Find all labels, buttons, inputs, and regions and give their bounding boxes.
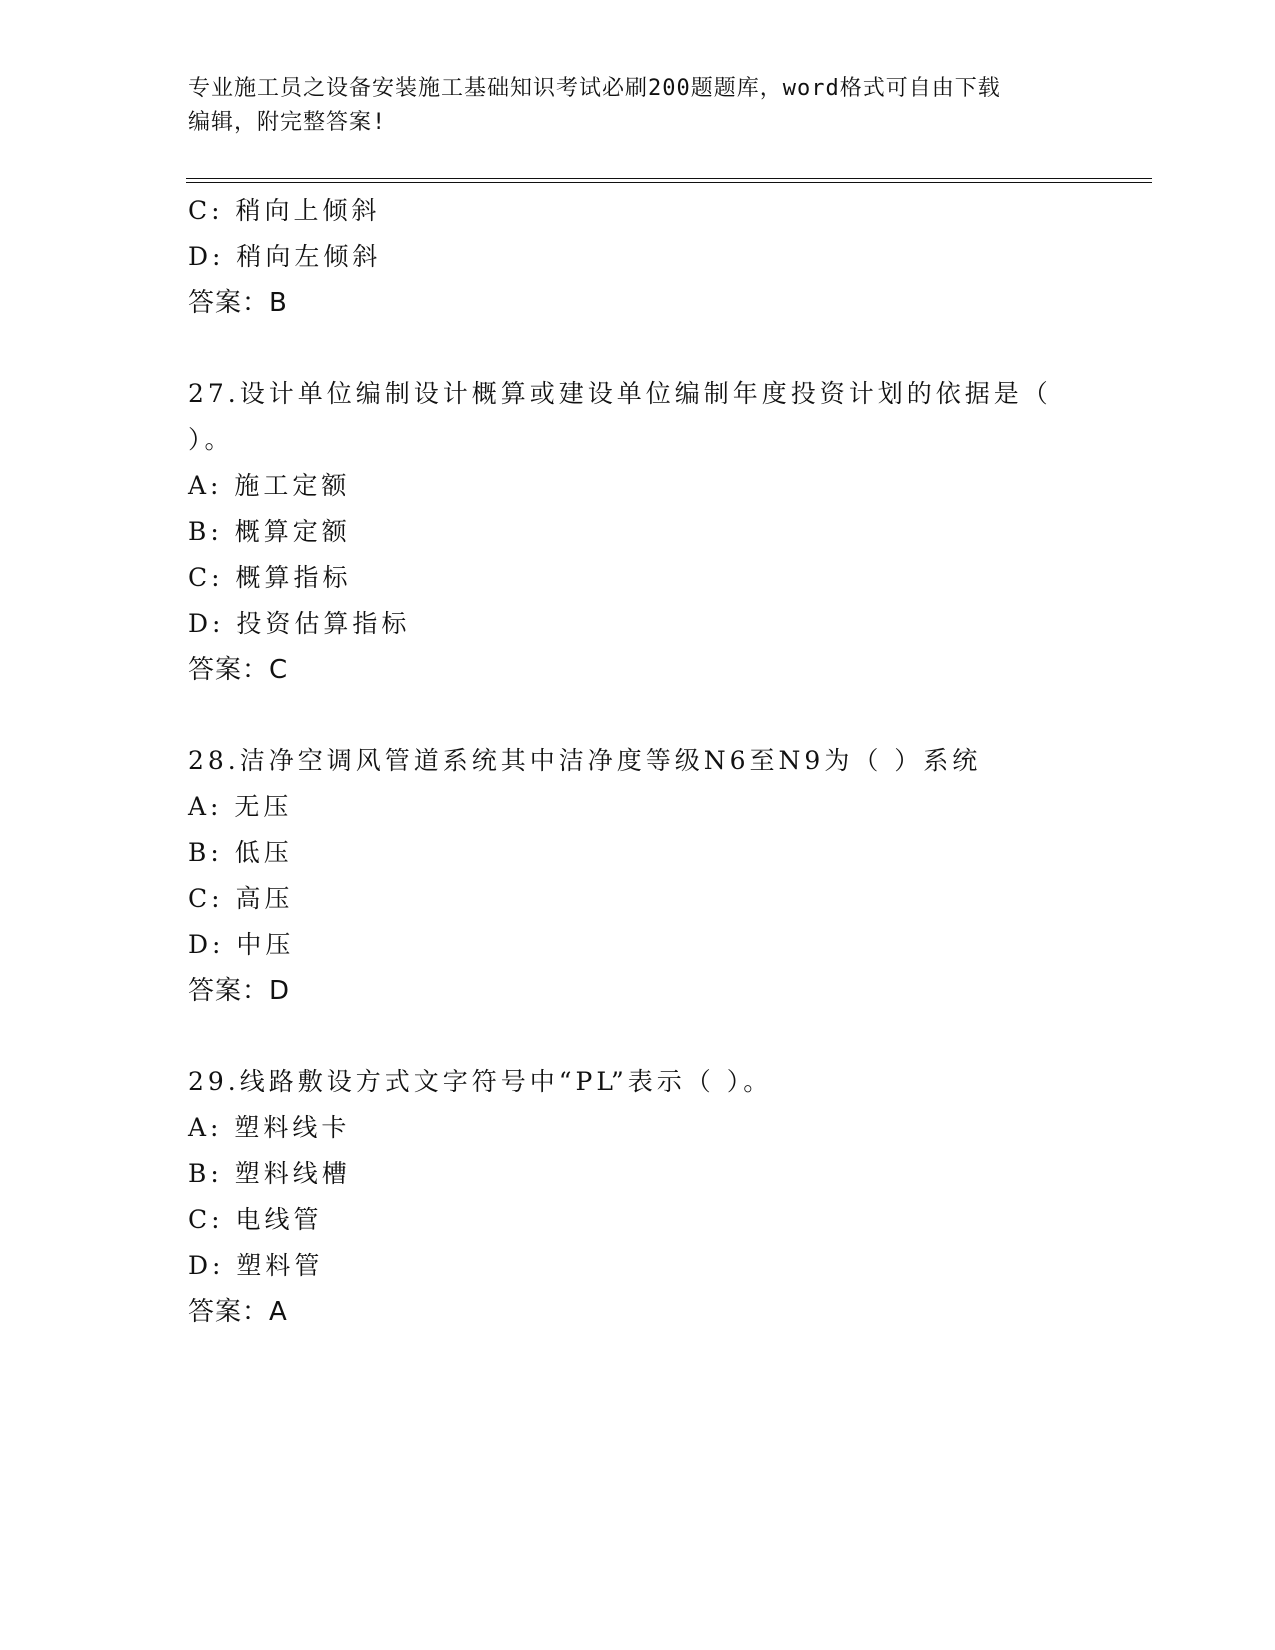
question-28	[188, 738, 1088, 1014]
answer-line: 答案：D	[188, 976, 291, 1006]
question-stem: 28.洁净空调风管道系统其中洁净度等级N6至N9为（ ）系统	[188, 746, 982, 775]
option-d: D: 投资估算指标	[188, 609, 411, 638]
option-d: D: 稍向左倾斜	[188, 242, 382, 271]
spacer	[188, 693, 1088, 738]
option-a: A: 无压	[188, 792, 293, 821]
option-c: C: 电线管	[188, 1205, 323, 1234]
option-b: B: 低压	[188, 838, 293, 867]
document-header	[188, 72, 1088, 140]
question-27	[188, 371, 1088, 693]
header-divider-bottom	[186, 182, 1152, 183]
answer-line: 答案：A	[188, 1297, 288, 1327]
answer-line: 答案：C	[188, 655, 289, 685]
question-stem: 29.线路敷设方式文字符号中“PL”表示（ ）。	[188, 1067, 773, 1096]
option-d: D: 塑料管	[188, 1251, 324, 1280]
header-title-line-1: 专业施工员之设备安装施工基础知识考试必刷200题题库，word格式可自由下载	[188, 76, 1001, 101]
spacer	[188, 326, 1088, 371]
question-29	[188, 1059, 1088, 1335]
question-stem: 27.设计单位编制设计概算或建设单位编制年度投资计划的依据是（	[188, 379, 1052, 408]
spacer	[188, 1014, 1088, 1059]
option-b: B: 概算定额	[188, 517, 351, 546]
option-a: A: 施工定额	[188, 471, 351, 500]
option-a: A: 塑料线卡	[188, 1113, 351, 1142]
answer-line: 答案：B	[188, 288, 288, 318]
question-list	[188, 188, 1088, 1335]
option-d: D: 中压	[188, 930, 295, 959]
header-title-line-2: 编辑，附完整答案!	[188, 110, 387, 135]
option-c: C: 概算指标	[188, 563, 352, 592]
question-26-partial	[188, 188, 1088, 326]
option-b: B: 塑料线槽	[188, 1159, 351, 1188]
option-c: C: 高压	[188, 884, 294, 913]
option-c: C: 稍向上倾斜	[188, 196, 381, 225]
question-stem-continued: ）。	[188, 425, 234, 454]
header-divider-top	[186, 178, 1152, 179]
